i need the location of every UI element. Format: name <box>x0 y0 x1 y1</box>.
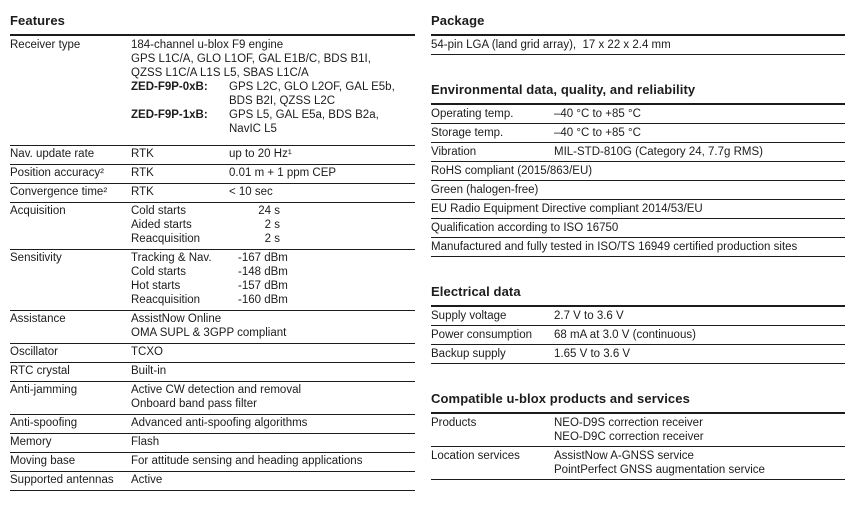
row-value: Built-in <box>131 365 167 377</box>
variant-name: ZED-F9P-0xB: <box>131 80 208 93</box>
row-value: 1.65 V to 3.6 V <box>554 347 631 360</box>
receiver-line: GPS L1C/A, GLO L1OF, GAL E1B/C, BDS B1I, <box>131 52 371 65</box>
row-receiver-type <box>10 36 415 146</box>
value-line: PointPerfect GNSS augmentation service <box>554 463 765 476</box>
row-value: MIL-STD-810G (Category 24, 7.7g RMS) <box>554 145 763 158</box>
row-moving-base <box>10 453 415 472</box>
row-value <box>131 312 415 340</box>
row-label: Convergence time² <box>10 186 108 198</box>
sub-name: Aided starts <box>131 219 192 231</box>
value-line: AssistNow Online <box>131 313 222 325</box>
variant-value: GPS L5, GAL E5a, BDS B2a, <box>229 108 379 121</box>
sub-row <box>131 251 415 265</box>
row-rtc-crystal <box>10 363 415 382</box>
sub-row <box>131 293 415 307</box>
features-section-title: Features <box>10 13 415 36</box>
sub-row <box>131 279 415 293</box>
row-package <box>431 36 845 55</box>
sub-value: -157 dBm <box>238 280 288 292</box>
row-assistance <box>10 311 415 344</box>
value-line: Active CW detection and removal <box>131 384 302 396</box>
row-value: up to 20 Hz¹ <box>229 148 292 160</box>
value-line: AssistNow A-GNSS service <box>554 449 694 462</box>
variant-value: BDS B2I, QZSS L2C <box>229 94 336 107</box>
row-label: Acquisition <box>10 205 66 217</box>
row-value: RoHS compliant (2015/863/EU) <box>431 164 593 177</box>
row-value <box>131 383 415 411</box>
variant-value: GPS L2C, GLO L2OF, GAL E5b, <box>229 80 395 93</box>
row-supply-voltage <box>431 307 845 326</box>
row-label: Storage temp. <box>431 126 504 139</box>
sub-value: 2 s <box>264 233 280 245</box>
row-label: Nav. update rate <box>10 148 95 160</box>
row-mode: RTK <box>131 167 154 179</box>
row-oscillator <box>10 344 415 363</box>
row-label: Anti-spoofing <box>10 417 78 429</box>
row-supported-antennas <box>10 472 415 491</box>
row-label: Power consumption <box>431 328 532 341</box>
row-eu-directive <box>431 200 845 219</box>
row-label: Receiver type <box>10 38 81 51</box>
row-label: Assistance <box>10 313 66 325</box>
row-mode: RTK <box>131 186 154 198</box>
row-label: Operating temp. <box>431 107 514 120</box>
sensitivity-values <box>131 251 415 307</box>
row-value: Qualification according to ISO 16750 <box>431 221 619 234</box>
row-sensitivity <box>10 250 415 311</box>
receiver-line: 184-channel u-blox F9 engine <box>131 38 284 51</box>
value-line: OMA SUPL & 3GPP compliant <box>131 327 287 339</box>
package-section-title: Package <box>431 13 845 36</box>
sub-value: -148 dBm <box>238 266 288 278</box>
row-storage-temp <box>431 124 845 143</box>
row-value: Manufactured and fully tested in ISO/TS 16949 certified production sites <box>431 240 798 253</box>
row-label: Memory <box>10 436 52 448</box>
compatible-section-title: Compatible u-blox products and services <box>431 391 845 414</box>
row-label: Products <box>431 416 477 429</box>
row-value <box>554 449 845 477</box>
row-label: Moving base <box>10 455 76 467</box>
row-value: Flash <box>131 436 160 448</box>
sub-name: Reacquisition <box>131 233 201 245</box>
row-value: TCXO <box>131 346 163 358</box>
row-mode: RTK <box>131 148 154 160</box>
sub-row <box>131 232 415 246</box>
sub-row <box>131 265 415 279</box>
sub-name: Tracking & Nav. <box>131 252 212 264</box>
row-value: Green (halogen-free) <box>431 183 539 196</box>
row-label: Supported antennas <box>10 474 114 486</box>
row-qualification <box>431 219 845 238</box>
row-value: < 10 sec <box>229 186 273 198</box>
row-value: Active <box>131 474 163 486</box>
row-anti-spoofing <box>10 415 415 434</box>
variant-name: ZED-F9P-1xB: <box>131 108 208 121</box>
sub-value: -160 dBm <box>238 294 288 306</box>
electrical-section-title: Electrical data <box>431 284 845 307</box>
row-acquisition <box>10 203 415 250</box>
row-convergence-time <box>10 184 415 203</box>
sub-name: Cold starts <box>131 266 186 278</box>
row-value: 0.01 m + 1 ppm CEP <box>229 167 337 179</box>
row-products <box>431 414 845 447</box>
row-vibration <box>431 143 845 162</box>
row-backup-supply <box>431 345 845 364</box>
sub-value: 2 s <box>264 219 280 231</box>
environmental-section-title: Environmental data, quality, and reliability <box>431 82 845 105</box>
sub-value: -167 dBm <box>238 252 288 264</box>
value-line: NEO-D9C correction receiver <box>554 430 704 443</box>
sub-value: 24 s <box>258 205 280 217</box>
sub-row <box>131 218 415 232</box>
sub-name: Cold starts <box>131 205 186 217</box>
value-line: NEO-D9S correction receiver <box>554 416 703 429</box>
row-value <box>554 416 845 444</box>
row-rohs <box>431 162 845 181</box>
row-operating-temp <box>431 105 845 124</box>
row-manufactured <box>431 238 845 257</box>
row-label: Position accuracy² <box>10 167 104 179</box>
sub-name: Reacquisition <box>131 294 201 306</box>
row-value: For attitude sensing and heading applications <box>131 455 363 467</box>
row-value: –40 °C to +85 °C <box>554 107 641 120</box>
sub-row <box>131 204 415 218</box>
row-label: Supply voltage <box>431 309 507 322</box>
row-memory <box>10 434 415 453</box>
acquisition-values <box>131 204 415 246</box>
right-column <box>431 13 845 480</box>
row-label: RTC crystal <box>10 365 70 377</box>
row-value: –40 °C to +85 °C <box>554 126 641 139</box>
row-green <box>431 181 845 200</box>
row-location-services <box>431 447 845 480</box>
row-label: Oscillator <box>10 346 58 358</box>
row-value: 54-pin LGA (land grid array), 17 x 22 x 2.4 mm <box>431 38 671 51</box>
row-anti-jamming <box>10 382 415 415</box>
row-label: Vibration <box>431 145 477 158</box>
variant-value: NavIC L5 <box>229 122 277 135</box>
row-value: Advanced anti-spoofing algorithms <box>131 417 308 429</box>
row-nav-update-rate <box>10 146 415 165</box>
receiver-line: QZSS L1C/A L1S L5, SBAS L1C/A <box>131 66 309 79</box>
row-label: Location services <box>431 449 520 462</box>
row-label: Backup supply <box>431 347 506 360</box>
row-label: Sensitivity <box>10 252 62 264</box>
row-value: EU Radio Equipment Directive compliant 2014/53/EU <box>431 202 703 215</box>
receiver-type-value <box>131 38 415 136</box>
row-value: 2.7 V to 3.6 V <box>554 309 624 322</box>
row-position-accuracy <box>10 165 415 184</box>
value-line: Onboard band pass filter <box>131 398 257 410</box>
row-label: Anti-jamming <box>10 384 78 396</box>
row-value: 68 mA at 3.0 V (continuous) <box>554 328 696 341</box>
sub-name: Hot starts <box>131 280 181 292</box>
features-section <box>10 13 415 491</box>
row-power-consumption <box>431 326 845 345</box>
